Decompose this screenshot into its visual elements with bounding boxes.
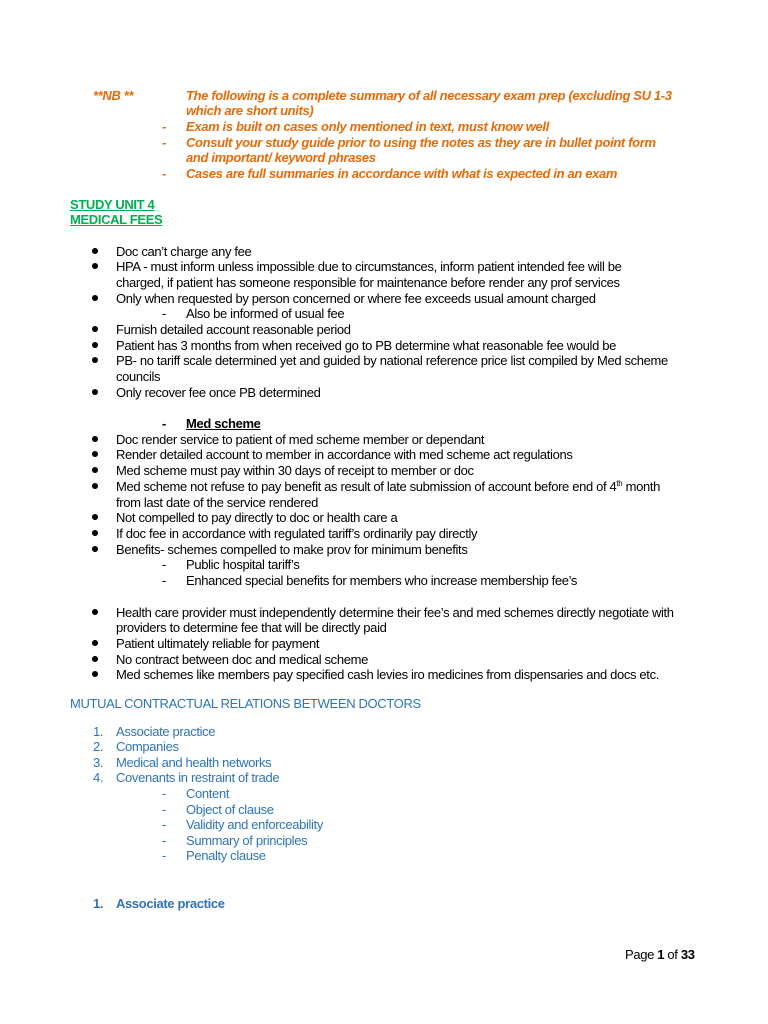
mutual-heading: MUTUAL CONTRACTUAL RELATIONS BETWEEN DOCTORS (70, 696, 421, 711)
bullet-dot (92, 451, 98, 457)
mutual-item: Medical and health networks (116, 755, 272, 770)
list-number: 4. (93, 770, 104, 785)
page-word: Page (625, 947, 654, 962)
section-title: Associate practice (116, 896, 225, 911)
sub-dash: - (162, 573, 166, 588)
med-scheme-bullet: No contract between doc and medical scheme (116, 652, 368, 667)
bullet-dot (92, 467, 98, 473)
mutual-item: Companies (116, 739, 179, 754)
ordinal-suffix: th (616, 479, 623, 488)
med-scheme-bullet: Med schemes like members pay specified cash levies iro medicines from dispensaries and docs etc. (116, 667, 659, 682)
med-scheme-bullet: Med scheme must pay within 30 days of receipt to member or doc (116, 463, 474, 478)
fee-subpoint: Also be informed of usual fee (186, 306, 345, 321)
med-scheme-bullet (116, 479, 660, 495)
bullet-dot (92, 514, 98, 520)
nb-dash: - (162, 166, 166, 181)
med-scheme-bullet: Benefits- schemes compelled to make prov for minimum benefits (116, 542, 468, 557)
fee-bullet: Doc can’t charge any fee (116, 244, 252, 259)
page-footer (625, 947, 695, 963)
nb-point: Cases are full summaries in accordance with what is expected in an exam (186, 166, 618, 181)
section-number: 1. (93, 896, 104, 911)
bullet-dot (92, 640, 98, 646)
fee-bullet-continued: councils (116, 369, 161, 384)
bullet-dot (92, 671, 98, 677)
list-number: 1. (93, 724, 104, 739)
fee-bullet: Furnish detailed account reasonable period (116, 322, 351, 337)
med-scheme-bullet: Doc render service to patient of med scheme member or dependant (116, 432, 485, 447)
study-unit-subtitle: MEDICAL FEES (70, 212, 163, 227)
bullet-dot (92, 389, 98, 395)
med-scheme-bullet: If doc fee in accordance with regulated tariff’s ordinarily pay directly (116, 526, 478, 541)
of-word: of (667, 947, 678, 962)
covenant-subitem: Content (186, 786, 230, 801)
sub-dash: - (162, 557, 166, 572)
bullet-dot (92, 342, 98, 348)
bullet-dot (92, 546, 98, 552)
sub-dash: - (162, 306, 166, 321)
fee-bullet: Only when requested by person concerned or where fee exceeds usual amount charged (116, 291, 596, 306)
covenant-subitem: Penalty clause (186, 848, 266, 863)
bullet-dot (92, 436, 98, 442)
med-scheme-bullet: Health care provider must independently determine their fee’s and med schemes directly negotiate with (116, 605, 674, 620)
page-number: 1 (657, 947, 665, 962)
mutual-item: Associate practice (116, 724, 216, 739)
nb-tag: **NB ** (93, 88, 134, 103)
sub-dash: - (162, 817, 166, 832)
covenant-subitem: Object of clause (186, 802, 274, 817)
nb-point-continued: and important/ keyword phrases (186, 150, 376, 165)
bullet-dot (92, 609, 98, 615)
sub-dash: - (162, 833, 166, 848)
med-scheme-bullet-text-end: month (622, 479, 661, 494)
fee-bullet: Only recover fee once PB determined (116, 385, 321, 400)
nb-dash: - (162, 135, 166, 150)
nb-point: Consult your study guide prior to using the notes as they are in bullet point form (186, 135, 656, 150)
bullet-dot (92, 357, 98, 363)
bullet-dot (92, 295, 98, 301)
sub-dash: - (162, 848, 166, 863)
mutual-item: Covenants in restraint of trade (116, 770, 280, 785)
med-scheme-heading: Med scheme (186, 416, 261, 431)
study-unit-title: STUDY UNIT 4 (70, 197, 155, 212)
bullet-dot (92, 248, 98, 254)
covenant-subitem: Summary of principles (186, 833, 308, 848)
nb-intro-line-1: The following is a complete summary of all necessary exam prep (excluding SU 1-3 (186, 88, 672, 103)
bullet-dot (92, 656, 98, 662)
benefit-subpoint: Enhanced special benefits for members who increase membership fee’s (186, 573, 578, 588)
nb-dash: - (162, 119, 166, 134)
med-scheme-bullet-continued: providers to determine fee that will be directly paid (116, 620, 387, 635)
med-scheme-bullet-continued: from last date of the service rendered (116, 495, 319, 510)
med-scheme-dash: - (162, 416, 166, 431)
fee-bullet: PB- no tariff scale determined yet and guided by national reference price list compiled by Med scheme (116, 353, 668, 368)
bullet-dot (92, 530, 98, 536)
list-number: 3. (93, 755, 104, 770)
bullet-dot (92, 483, 98, 489)
covenant-subitem: Validity and enforceability (186, 817, 324, 832)
sub-dash: - (162, 786, 166, 801)
list-number: 2. (93, 739, 104, 754)
fee-bullet: HPA - must inform unless impossible due to circumstances, inform patient intended fee will be (116, 259, 622, 274)
sub-dash: - (162, 802, 166, 817)
fee-bullet: Patient has 3 months from when received go to PB determine what reasonable fee would be (116, 338, 616, 353)
benefit-subpoint: Public hospital tariff’s (186, 557, 300, 572)
bullet-dot (92, 263, 98, 269)
med-scheme-bullet-text: Med scheme not refuse to pay benefit as result of late submission of account before end of 4 (116, 479, 617, 494)
page-total: 33 (680, 947, 695, 962)
med-scheme-bullet: Patient ultimately reliable for payment (116, 636, 320, 651)
nb-intro-line-2: which are short units) (186, 103, 314, 118)
bullet-dot (92, 326, 98, 332)
nb-point: Exam is built on cases only mentioned in text, must know well (186, 119, 549, 134)
med-scheme-bullet: Render detailed account to member in accordance with med scheme act regulations (116, 447, 573, 462)
fee-bullet-continued: charged, if patient has someone responsible for maintenance before render any prof services (116, 275, 620, 290)
med-scheme-bullet: Not compelled to pay directly to doc or health care a (116, 510, 398, 525)
